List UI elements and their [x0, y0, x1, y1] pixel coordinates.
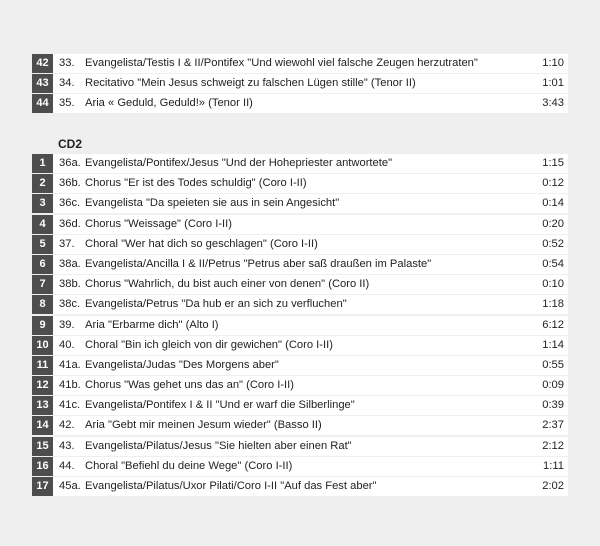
track-duration: 2:12: [542, 439, 564, 452]
track-number: 5: [32, 235, 53, 254]
track-row: [32, 235, 568, 254]
track-number: 42: [32, 54, 53, 73]
track-row: [32, 336, 568, 355]
track-duration: 1:18: [542, 298, 564, 311]
track-number: 11: [32, 356, 53, 375]
track-title: Evangelista/Petrus "Da hub er an sich zu verfluchen": [85, 298, 347, 311]
track-title: Evangelista "Da speieten sie aus in sein Angesicht": [85, 197, 340, 210]
track-row: [32, 316, 568, 335]
track-duration: 0:55: [542, 358, 564, 371]
track-title: Choral "Bin ich gleich von dir gewichen" (Coro I-II): [85, 338, 333, 351]
track-number: 3: [32, 194, 53, 213]
track-row: [32, 356, 568, 375]
work-number: 42.: [59, 419, 75, 432]
work-number: 43.: [59, 439, 75, 452]
track-duration: 2:02: [542, 480, 564, 492]
track-number: 7: [32, 275, 53, 294]
track-row: [32, 174, 568, 193]
work-number: 40.: [59, 338, 75, 351]
work-number: 36b.: [59, 177, 81, 190]
track-title: Chorus "Was gehet uns das an" (Coro I-II): [85, 379, 294, 392]
track-row: [32, 437, 568, 456]
work-number: 36d.: [59, 217, 81, 230]
track-row: [32, 416, 568, 435]
track-duration: 0:20: [542, 217, 564, 230]
track-title: Chorus "Wahrlich, du bist auch einer von denen" (Coro II): [85, 278, 370, 291]
work-number: 41b.: [59, 379, 81, 392]
track-duration: 0:14: [542, 197, 564, 210]
work-number: 41c.: [59, 399, 81, 412]
track-duration: 3:43: [542, 97, 564, 110]
work-number: 39.: [59, 318, 75, 331]
track-number: 10: [32, 336, 53, 355]
work-number: 34.: [59, 77, 75, 90]
track-duration: 0:09: [542, 379, 564, 392]
track-number: 9: [32, 316, 53, 335]
track-title: Evangelista/Pontifex/Jesus "Und der Hohepriester antwortete": [85, 157, 393, 169]
track-title: Evangelista/Pilatus/Uxor Pilati/Coro I-II "Auf das Fest aber": [85, 480, 377, 492]
work-number: 44.: [59, 459, 75, 472]
track-row: [32, 477, 568, 496]
track-row: [32, 255, 568, 274]
track-duration: 0:12: [542, 177, 564, 190]
track-row: [32, 74, 568, 93]
track-title: Chorus "Weissage" (Coro I-II): [85, 217, 232, 230]
track-title: Evangelista/Testis I & II/Pontifex "Und wiewohl viel falsche Zeugen herzutraten": [85, 57, 478, 69]
track-number: 8: [32, 295, 53, 314]
track-row: [32, 154, 568, 173]
track-number: 15: [32, 437, 53, 456]
cd2-heading: CD2: [58, 137, 83, 151]
track-number: 16: [32, 457, 53, 476]
track-title: Choral "Wer hat dich so geschlagen" (Coro I-II): [85, 237, 318, 250]
track-number: 1: [32, 154, 53, 173]
track-number: 2: [32, 174, 53, 193]
track-row: [32, 396, 568, 415]
work-number: 35.: [59, 97, 75, 110]
track-row: [32, 94, 568, 113]
work-number: 36c.: [59, 197, 81, 210]
work-number: 38b.: [59, 278, 81, 291]
track-number: 4: [32, 215, 53, 234]
track-row: [32, 54, 568, 73]
track-row: [32, 194, 568, 213]
track-row: [32, 457, 568, 476]
track-row: [32, 295, 568, 314]
track-title: Choral "Befiehl du deine Wege" (Coro I-II): [85, 459, 293, 472]
track-title: Aria "Erbarme dich" (Alto I): [85, 318, 219, 331]
track-number: 12: [32, 376, 53, 395]
track-title: Chorus "Er ist des Todes schuldig" (Coro I-II): [85, 177, 307, 190]
work-number: 36a.: [59, 157, 81, 169]
track-duration: 0:39: [542, 399, 564, 412]
track-duration: 1:10: [542, 57, 564, 69]
track-title: Evangelista/Ancilla I & II/Petrus "Petrus aber saß draußen im Palaste": [85, 257, 432, 270]
work-number: 33.: [59, 57, 75, 69]
work-number: 38c.: [59, 298, 81, 311]
track-title: Recitativo "Mein Jesus schweigt zu falschen Lügen stille" (Tenor II): [85, 77, 416, 90]
cd2-track-group: [32, 154, 568, 497]
track-number: 17: [32, 477, 53, 496]
track-duration: 1:11: [543, 459, 564, 472]
cd1-track-group: [32, 54, 568, 115]
track-number: 6: [32, 255, 53, 274]
track-duration: 1:14: [542, 338, 564, 351]
track-duration: 1:01: [542, 77, 564, 90]
track-duration: 6:12: [542, 318, 564, 331]
track-row: [32, 215, 568, 234]
work-number: 38a.: [59, 257, 81, 270]
track-title: Evangelista/Pilatus/Jesus "Sie hielten aber einen Rat": [85, 439, 352, 452]
track-number: 13: [32, 396, 53, 415]
track-number: 43: [32, 74, 53, 93]
track-title: Evangelista/Pontifex I & II "Und er warf die Silberlinge": [85, 399, 355, 412]
track-duration: 0:52: [542, 237, 564, 250]
track-number: 44: [32, 94, 53, 113]
track-row: [32, 275, 568, 294]
track-duration: 2:37: [542, 419, 564, 432]
track-title: Evangelista/Judas "Des Morgens aber": [85, 358, 279, 371]
work-number: 45a.: [59, 480, 81, 492]
track-number: 14: [32, 416, 53, 435]
track-duration: 0:10: [542, 278, 564, 291]
work-number: 41a.: [59, 358, 81, 371]
track-duration: 0:54: [542, 257, 564, 270]
work-number: 37.: [59, 237, 75, 250]
track-duration: 1:15: [542, 157, 564, 169]
track-title: Aria "Gebt mir meinen Jesum wieder" (Basso II): [85, 419, 322, 432]
track-title: Aria « Geduld, Geduld!» (Tenor II): [85, 97, 253, 110]
track-row: [32, 376, 568, 395]
